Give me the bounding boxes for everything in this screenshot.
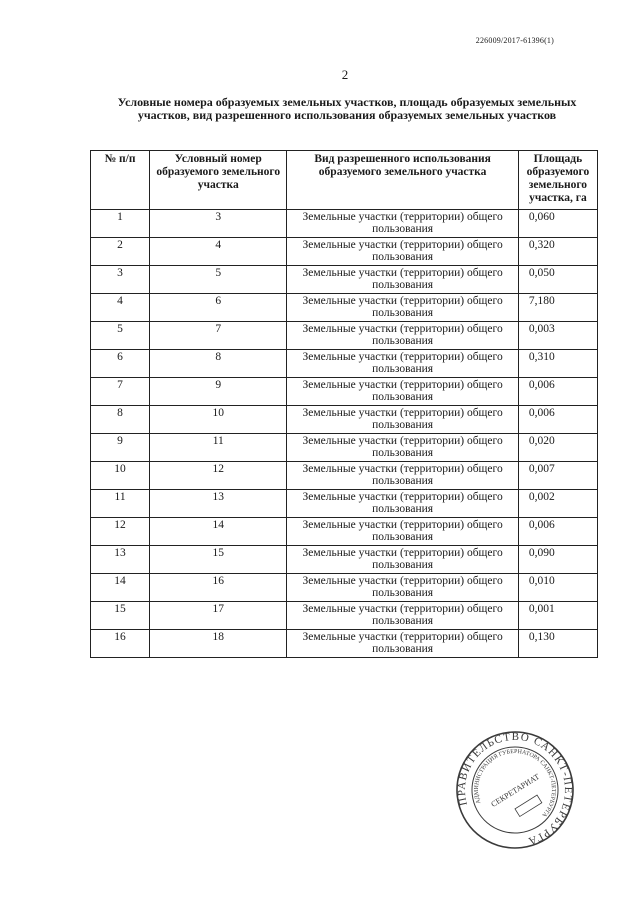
table-row bbox=[91, 574, 598, 602]
table-row bbox=[91, 434, 598, 462]
cell-area: 0,006 bbox=[518, 406, 597, 434]
table-row bbox=[91, 294, 598, 322]
cell-permitted-use: Земельные участки (территории) общего пользования bbox=[287, 602, 518, 630]
table-row bbox=[91, 546, 598, 574]
table-row bbox=[91, 518, 598, 546]
cell-area: 0,003 bbox=[518, 322, 597, 350]
cell-area: 0,050 bbox=[518, 266, 597, 294]
cell-conditional-number: 4 bbox=[150, 238, 287, 266]
cell-area: 0,001 bbox=[518, 602, 597, 630]
cell-conditional-number: 8 bbox=[150, 350, 287, 378]
cell-conditional-number: 10 bbox=[150, 406, 287, 434]
cell-row-number: 12 bbox=[91, 518, 150, 546]
cell-area: 0,007 bbox=[518, 462, 597, 490]
document-registration-number: 226009/2017-61396(1) bbox=[475, 36, 554, 45]
table-row bbox=[91, 630, 598, 658]
cell-conditional-number: 16 bbox=[150, 574, 287, 602]
cell-permitted-use: Земельные участки (территории) общего пользования bbox=[287, 434, 518, 462]
seal-outer-text: ПРАВИТЕЛЬСТВО САНКТ-ПЕТЕРБУРГА bbox=[455, 730, 575, 848]
cell-area: 0,020 bbox=[518, 434, 597, 462]
cell-conditional-number: 7 bbox=[150, 322, 287, 350]
table-row bbox=[91, 238, 598, 266]
cell-area: 0,320 bbox=[518, 238, 597, 266]
cell-permitted-use: Земельные участки (территории) общего пользования bbox=[287, 490, 518, 518]
cell-row-number: 7 bbox=[91, 378, 150, 406]
cell-row-number: 13 bbox=[91, 546, 150, 574]
cell-conditional-number: 6 bbox=[150, 294, 287, 322]
cell-conditional-number: 3 bbox=[150, 210, 287, 238]
cell-permitted-use: Земельные участки (территории) общего пользования bbox=[287, 266, 518, 294]
seal-center-frame bbox=[515, 795, 542, 816]
cell-conditional-number: 5 bbox=[150, 266, 287, 294]
cell-area: 0,060 bbox=[518, 210, 597, 238]
land-plots-table bbox=[90, 150, 598, 658]
table-row bbox=[91, 462, 598, 490]
page-number: 2 bbox=[341, 67, 349, 82]
cell-conditional-number: 9 bbox=[150, 378, 287, 406]
cell-conditional-number: 11 bbox=[150, 434, 287, 462]
table-row bbox=[91, 406, 598, 434]
table-row bbox=[91, 350, 598, 378]
cell-row-number: 1 bbox=[91, 210, 150, 238]
column-header-area: Площадь образуемого земельного участка, га bbox=[518, 151, 597, 210]
cell-permitted-use: Земельные участки (территории) общего пользования bbox=[287, 574, 518, 602]
cell-area: 0,002 bbox=[518, 490, 597, 518]
cell-conditional-number: 15 bbox=[150, 546, 287, 574]
cell-conditional-number: 13 bbox=[150, 490, 287, 518]
cell-row-number: 10 bbox=[91, 462, 150, 490]
seal-center-text: СЕКРЕТАРИАТ bbox=[489, 771, 542, 809]
table-title: Условные номера образуемых земельных участков, площадь образуемых земельных участков, вид разрешенного использования образуемых земельных участков bbox=[117, 95, 577, 122]
cell-conditional-number: 18 bbox=[150, 630, 287, 658]
cell-conditional-number: 14 bbox=[150, 518, 287, 546]
cell-conditional-number: 12 bbox=[150, 462, 287, 490]
cell-row-number: 11 bbox=[91, 490, 150, 518]
cell-permitted-use: Земельные участки (территории) общего пользования bbox=[287, 294, 518, 322]
cell-permitted-use: Земельные участки (территории) общего пользования bbox=[287, 350, 518, 378]
cell-area: 0,310 bbox=[518, 350, 597, 378]
cell-conditional-number: 17 bbox=[150, 602, 287, 630]
cell-area: 0,006 bbox=[518, 378, 597, 406]
cell-area: 7,180 bbox=[518, 294, 597, 322]
column-header-permitted-use: Вид разрешенного использования образуемого земельного участка bbox=[287, 151, 518, 210]
cell-permitted-use: Земельные участки (территории) общего пользования bbox=[287, 378, 518, 406]
cell-row-number: 5 bbox=[91, 322, 150, 350]
cell-row-number: 15 bbox=[91, 602, 150, 630]
table-row bbox=[91, 602, 598, 630]
cell-area: 0,090 bbox=[518, 546, 597, 574]
cell-area: 0,006 bbox=[518, 518, 597, 546]
seal-inner-text: АДМИНИСТРАЦИЯ ГУБЕРНАТОРА САНКТ-ПЕТЕРБУРГА bbox=[473, 748, 557, 818]
cell-row-number: 8 bbox=[91, 406, 150, 434]
cell-permitted-use: Земельные участки (территории) общего пользования bbox=[287, 518, 518, 546]
cell-permitted-use: Земельные участки (территории) общего пользования bbox=[287, 210, 518, 238]
cell-permitted-use: Земельные участки (территории) общего пользования bbox=[287, 546, 518, 574]
table-header-row bbox=[91, 151, 598, 210]
cell-area: 0,130 bbox=[518, 630, 597, 658]
table-row bbox=[91, 266, 598, 294]
cell-row-number: 4 bbox=[91, 294, 150, 322]
table-row bbox=[91, 210, 598, 238]
official-seal bbox=[455, 730, 575, 850]
cell-row-number: 6 bbox=[91, 350, 150, 378]
cell-permitted-use: Земельные участки (территории) общего пользования bbox=[287, 630, 518, 658]
table-row bbox=[91, 490, 598, 518]
table-row bbox=[91, 322, 598, 350]
cell-area: 0,010 bbox=[518, 574, 597, 602]
cell-permitted-use: Земельные участки (территории) общего пользования bbox=[287, 406, 518, 434]
cell-row-number: 3 bbox=[91, 266, 150, 294]
cell-row-number: 9 bbox=[91, 434, 150, 462]
cell-permitted-use: Земельные участки (территории) общего пользования bbox=[287, 238, 518, 266]
table-body bbox=[91, 210, 598, 658]
cell-permitted-use: Земельные участки (территории) общего пользования bbox=[287, 462, 518, 490]
cell-row-number: 2 bbox=[91, 238, 150, 266]
cell-row-number: 16 bbox=[91, 630, 150, 658]
column-header-conditional-number: Условный номер образуемого земельного участка bbox=[150, 151, 287, 210]
table-row bbox=[91, 378, 598, 406]
cell-row-number: 14 bbox=[91, 574, 150, 602]
column-header-number: № п/п bbox=[91, 151, 150, 210]
cell-permitted-use: Земельные участки (территории) общего пользования bbox=[287, 322, 518, 350]
